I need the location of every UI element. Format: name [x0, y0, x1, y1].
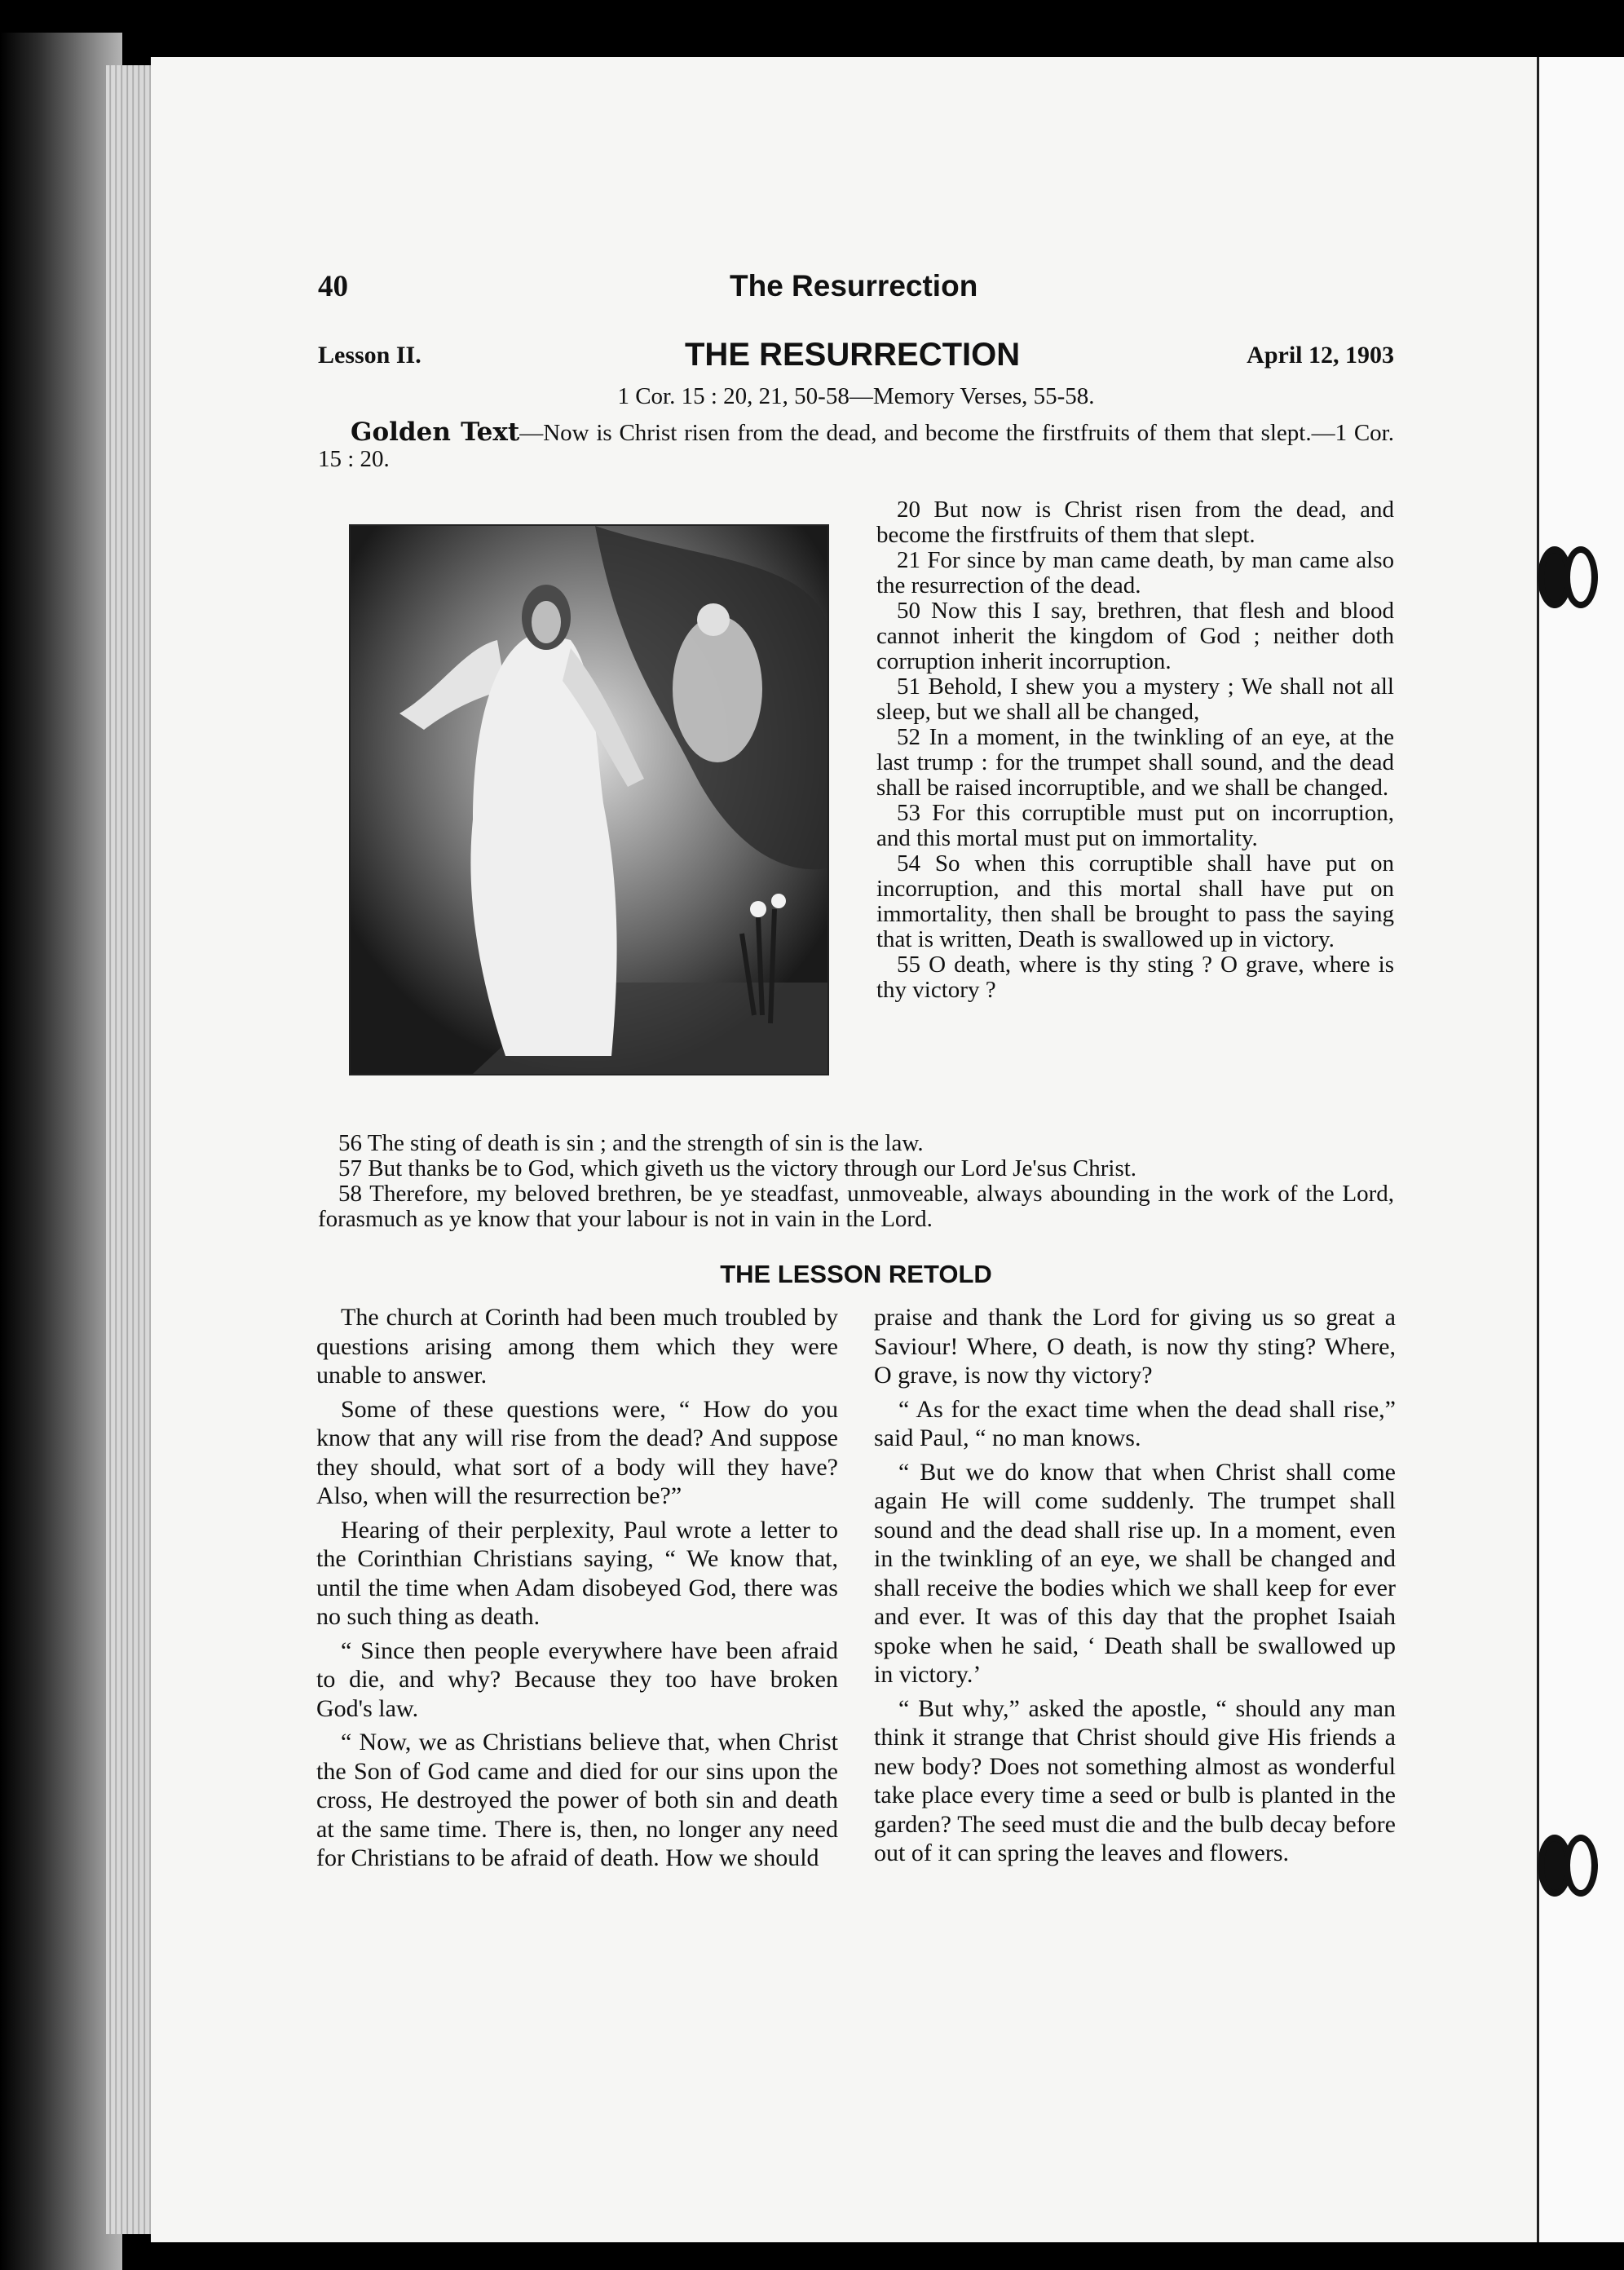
verse-55: 55 O death, where is thy sting ? O grave, where is thy victory ? — [876, 952, 1394, 1003]
verse-56: 56 The sting of death is sin ; and the strength of sin is the law. — [338, 1130, 924, 1156]
retold-paragraph: “ But why,” asked the apostle, “ should any man think it strange that Christ should give His friends a new body? Does not something almost as wonderful take place every time a seed or bulb is planted in the garden? The seed must die and the bulb decay before out of it can spring the leaves and flowers. — [874, 1694, 1396, 1866]
binder-ring-icon — [1564, 546, 1598, 608]
retold-paragraph: “ As for the exact time when the dead shall rise,” said Paul, “ no man knows. — [874, 1395, 1396, 1451]
retold-paragraph: “ Now, we as Christians believe that, when Christ the Son of God came and died for our sins upon the cross, He destroyed the power of both sin and death at the same time. There is, then, no longer any need for Christians to be afraid of death. How we should — [316, 1729, 838, 1871]
verse-52: 52 In a moment, in the twinkling of an eye, at the last trump : for the trumpet shall sound, and the dead shall be raised incorruptible, and we shall be changed. — [876, 724, 1394, 801]
scripture-verses-full-width — [318, 1131, 1394, 1232]
book-spine-shadow — [0, 33, 122, 2270]
running-head-title: The Resurrection — [730, 269, 978, 303]
retold-left-column — [316, 1303, 838, 1878]
lesson-header — [318, 337, 1394, 378]
lesson-title: THE RESURRECTION — [685, 337, 1021, 373]
verse-54: 54 So when this corruptible shall have put on incorruption, and this mortal shall have put on immortality, then shall be brought to pass the saying that is written, Death is swallowed up in victory. — [876, 850, 1394, 952]
scripture-verses-right — [876, 497, 1394, 1003]
right-page-edge — [1537, 57, 1624, 2242]
golden-text-label: Golden Text — [351, 417, 520, 447]
retold-paragraph-continued: praise and thank the Lord for giving us so great a Saviour! Where, O death, is now thy sting? Where, O grave, is now thy victory? — [874, 1304, 1396, 1389]
verse-51: 51 Behold, I shew you a mystery ; We shall not all sleep, but we shall all be changed, — [876, 673, 1394, 725]
verse-57: 57 But thanks be to God, which giveth us the victory through our Lord Je'sus Christ. — [338, 1155, 1137, 1181]
retold-paragraph: Some of these questions were, “ How do you know that any will rise from the dead? And suppose they should, what sort of a body will they have? Also, when will the resurrection be?” — [316, 1395, 838, 1509]
scripture-reference: 1 Cor. 15 : 20, 21, 50-58—Memory Verses, 55-58. — [617, 383, 1095, 409]
page-number: 40 — [318, 270, 348, 303]
golden-text-body: —Now is Christ risen from the dead, and become the firstfruits of them that slept.—1 Cor. 15 : 20. — [318, 420, 1394, 472]
retold-paragraph: “ Since then people everywhere have been afraid to die, and why? Because they too have broken God's law. — [316, 1636, 838, 1722]
retold-paragraph: The church at Corinth had been much troubled by questions arising among them which they were unable to answer. — [316, 1304, 838, 1389]
retold-right-column — [874, 1303, 1396, 1873]
lesson-retold-heading: THE LESSON RETOLD — [720, 1260, 992, 1288]
christ-risen-illustration — [349, 524, 829, 1075]
lesson-number: Lesson II. — [318, 342, 421, 369]
lesson-date: April 12, 1903 — [1247, 342, 1394, 369]
verse-50: 50 Now this I say, brethren, that flesh and blood cannot inherit the kingdom of God ; neither doth corruption inherit incorruption. — [876, 598, 1394, 674]
retold-paragraph: Hearing of their perplexity, Paul wrote a letter to the Corinthian Christians saying, “ We know that, until the time when Adam disobeyed God, there was no such thing as death. — [316, 1516, 838, 1630]
illustration-art — [351, 526, 827, 1074]
verse-58: 58 Therefore, my beloved brethren, be ye steadfast, unmoveable, always abounding in the work of the Lord, forasmuch as ye know that your labour is not in vain in the Lord. — [318, 1181, 1394, 1232]
verse-21: 21 For since by man came death, by man came also the resurrection of the dead. — [876, 547, 1394, 598]
verse-20: 20 But now is Christ risen from the dead, and become the firstfruits of them that slept. — [876, 497, 1394, 548]
golden-text — [318, 419, 1394, 472]
binder-ring-icon — [1564, 1835, 1598, 1897]
verse-53: 53 For this corruptible must put on incorruption, and this mortal must put on immortality. — [876, 800, 1394, 851]
retold-paragraph: “ But we do know that when Christ shall come again He will come suddenly. The trumpet shall sound and the dead shall rise up. In a moment, even in the twinkling of an eye, we shall be changed and shall receive the bodies which we shall keep for ever and ever. It was of this day that the prophet Isaiah spoke when he said, ‘ Death shall be swallowed up in victory.’ — [874, 1458, 1396, 1688]
